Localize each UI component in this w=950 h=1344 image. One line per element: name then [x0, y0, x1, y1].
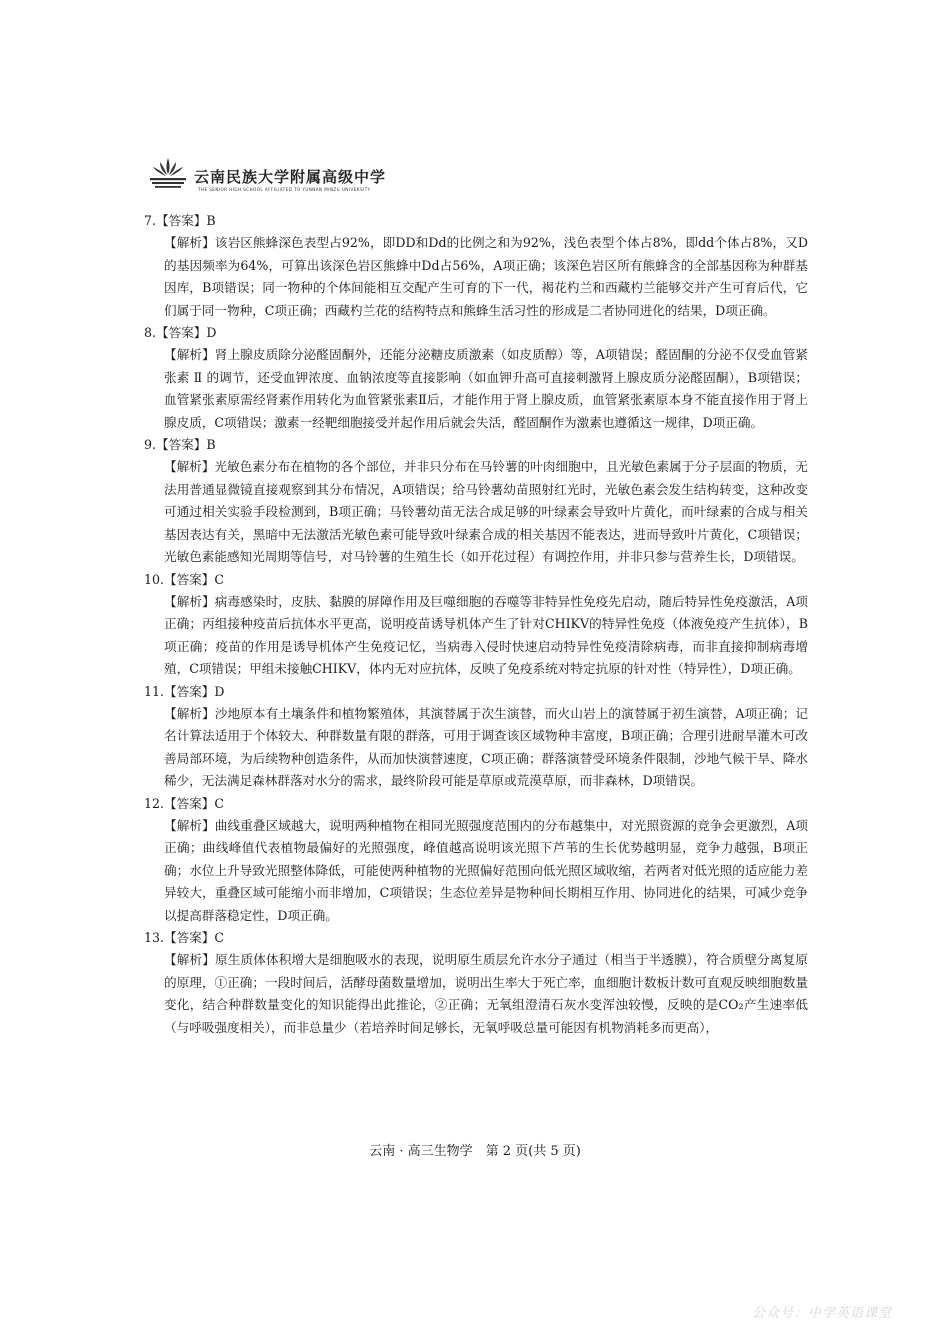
question-item [144, 569, 808, 681]
analysis-text: 【解析】曲线重叠区域越大，说明两种植物在相同光照强度范围内的分布越集中，对光照资源的竞争会更激烈，A项正确；曲线峰值代表植物最偏好的光照强度，峰值越高说明该光照下芦苇的生长优势越明显，竞争力越强，B项正确；水位上升导致光照整体降低，可能使两种植物的光照偏好范围向低光照区域收缩，若两者对低光照的适应能力差异较大，重叠区域可能缩小而非增加，C项错误；生态位差异是物种间长期相互作用、协同进化的结果，可减少竞争以提高群落稳定性，D项正确。 [164, 817, 808, 923]
question-item [144, 927, 808, 1039]
question-item [144, 681, 808, 793]
answer-analysis-list [144, 210, 808, 1039]
analysis-text: 【解析】该岩区熊蜂深色表型占92%，即DD和Dd的比例之和为92%，浅色表型个体占8%，即dd个体占8%，又D的基因频率为64%，可算出该深色岩区熊蜂中Dd占56%，A项正确；该深色岩区所有熊蜂含的全部基因称为种群基因库，B项错误；同一物种的个体间能相互交配产生可育的下一代，褐花杓兰和西藏杓兰能够交并产生可育后代，它们属于同一物种，C项正确；西藏杓兰花的结构特点和熊蜂生活习性的形成是二者协同进化的结果，D项正确。 [164, 235, 808, 318]
answer-line: 10.【答案】C [144, 571, 225, 587]
answer-line: 13.【答案】C [144, 930, 225, 945]
analysis-text: 【解析】沙地原本有土壤条件和植物繁殖体，其演替属于次生演替，而火山岩上的演替属于初生演替，A项正确；记名计算法适用于个体较大、种群数量有限的群落，可用于调查该区域物种丰富度，B项正确；合理引进耐旱灌木可改善局部环境，为后续物种创造条件，从而加快演替速度，C项正确；群落演替受环境条件限制，沙地气候干旱、降水稀少，无法满足森林群落对水分的需求，最终阶段可能是草原或荒漠草原，而非森林，D项错误。 [164, 705, 808, 789]
answer-line: 12.【答案】C [144, 795, 225, 811]
answer-line: 9.【答案】B [144, 437, 216, 453]
school-name: 云南民族大学附属高级中学 [194, 168, 387, 186]
analysis-text: 【解析】光敏色素分布在植物的各个部位，并非只分布在马铃薯的叶肉细胞中，且光敏色素属于分子层面的物质，无法用普通显微镜直接观察到其分布情况，A项错误；给马铃薯幼苗照射红光时，光敏色素会发生结构转变，这种改变可通过相关实验手段检测到，B项正确；马铃薯幼苗无法合成足够的叶绿素会导致叶片黄化，而叶绿素的合成与相关基因表达有关，黑暗中无法激活光敏色素可能导致叶绿素合成的相关基因不能表达，进而导致叶片黄化，C项错误；光敏色素能感知光周期等信号，对马铃薯的生殖生长（如开花过程）有调控作用，并非只参与营养生长，D项错误。 [164, 459, 808, 565]
analysis-text: 【解析】肾上腺皮质除分泌醛固酮外，还能分泌糖皮质激素（如皮质醇）等，A项错误；醛固酮的分泌不仅受血管紧张素 Ⅱ 的调节，还受血钾浓度、血钠浓度等直接影响（如血钾升高可直接刺激肾上腺皮质分泌醛固酮），B项错误；血管紧张素原需经肾素作用转化为血管紧张素Ⅱ后，才能作用于肾上腺皮质，血管紧张素原本身不能直接作用于肾上腺皮质，C项错误；激素一经靶细胞接受并起作用后就会失活，醛固酮作为激素也遵循这一规律，D项正确。 [164, 347, 808, 430]
answer-line: 7.【答案】B [144, 213, 216, 228]
question-item [144, 210, 808, 322]
watermark-text: 公众号：中学英语课堂 [751, 1306, 892, 1321]
analysis-text: 【解析】病毒感染时，皮肤、黏膜的屏障作用及巨噬细胞的吞噬等非特异性免疫先启动，随后特异性免疫激活，A项正确；丙组接种疫苗后抗体水平更高，说明疫苗诱导机体产生了针对CHIKV的特异性免疫（体液免疫产生抗体），B项正确；疫苗的作用是诱导机体产生免疫记忆，当病毒入侵时快速启动特异性免疫清除病毒，而非直接抑制病毒增殖，C项错误；甲组未接触CHIKV，体内无对应抗体，反映了免疫系统对特定抗原的针对性（特异性），D项正确。 [164, 593, 808, 677]
page-footer: 云南 · 高三生物学 第 2 页(共 5 页) [369, 1144, 581, 1159]
question-item [144, 322, 808, 434]
answer-line: 11.【答案】D [144, 683, 225, 699]
page-header [146, 154, 806, 194]
question-item [144, 793, 808, 927]
analysis-text: 【解析】原生质体体积增大是细胞吸水的表现，说明原生质层允许水分子通过（相当于半透膜），符合质壁分离复原的原理，①正确；一段时间后，活酵母菌数量增加，说明出生率大于死亡率，血细胞计数板计数可直观反映细胞数量变化，结合种群数量变化的知识能得出此推论，②正确；无氧组澄清石灰水变浑浊较慢，反映的是CO₂产生速率低（与呼吸强度相关），而非总量少（若培养时间足够长，无氧呼吸总量可能因有机物消耗多而更高）， [164, 952, 808, 1035]
school-logo [146, 154, 190, 190]
question-item [144, 434, 808, 568]
school-name-english: THE SENIOR HIGH SCHOOL AFFILIATED TO YUNNAN MINZU UNIVERSITY [198, 187, 371, 192]
answer-line: 8.【答案】D [144, 325, 217, 341]
